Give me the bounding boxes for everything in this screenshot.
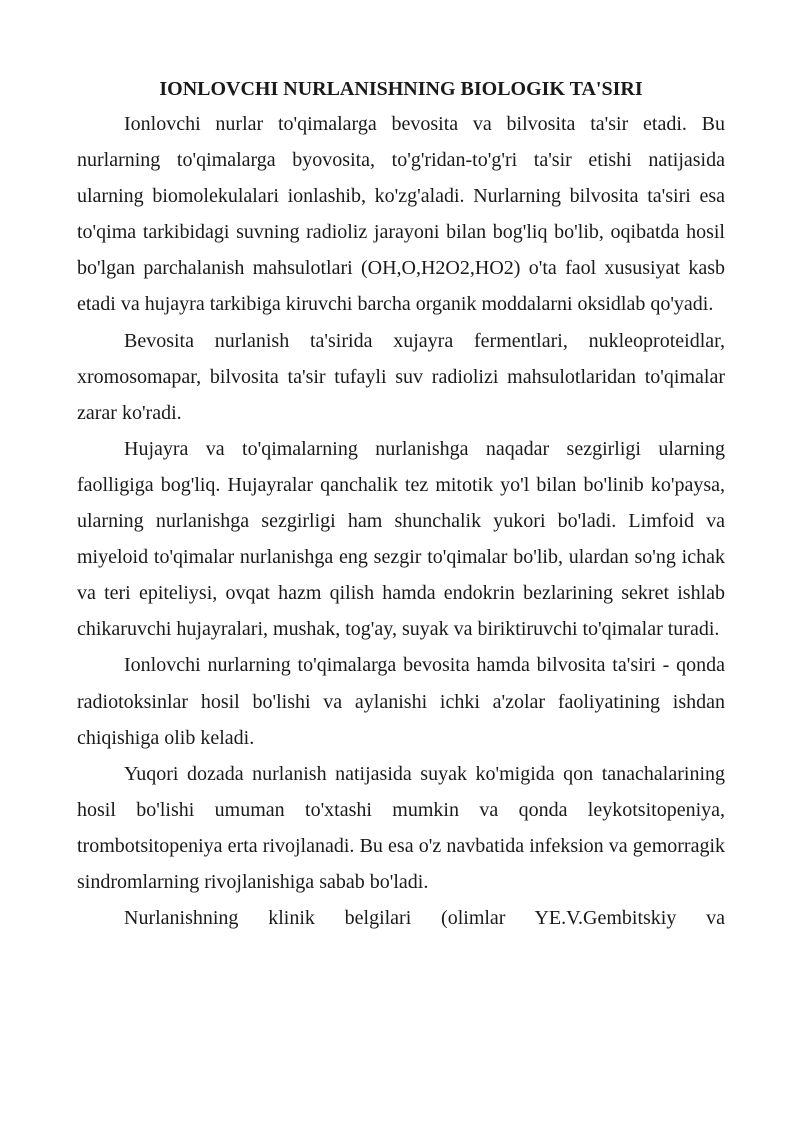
paragraph-cell-sensitivity: Hujayra va to'qimalarning nurlanishga naqadar sezgirligi ularning faolligiga bog'liq. Hujayralar qanchalik tez mitotik yo'l bilan bo'linib ko'paysa, ularning nurlanishga sezgirligi ham shunchalik yukori bo'ladi. Limfoid va miyeloid to'qimalar nurlanishga eng sezgir to'qimalar bo'lib, ulardan so'ng ichak va teri epiteliysi, ovqat hazm qilish hamda endokrin bezlarining sekret ishlab chikaruvchi hujayralari, mushak, tog'ay, suyak va biriktiruvchi to'qimalar turadi. [77,437,725,641]
document-title: IONLOVCHI NURLANISHNING BIOLOGIK TA'SIRI [159,78,643,100]
paragraph-direct-radiation: Bevosita nurlanish ta'sirida xujayra fermentlari, nukleoproteidlar, xromosomapar, bilvosita ta'sir tufayli suv radiolizi mahsulotlaridan to'qimalar zarar ko'radi. [77,329,725,424]
paragraph-high-dose: Yuqori dozada nurlanish natijasida suyak ko'migida qon tanachalarining hosil bo'lishi umuman to'xtashi mumkin va qonda leykotsitopeniya, trombotsitopeniya erta rivojlanadi. Bu esa o'z navbatida infeksion va gemorragik sindromlarning rivojlanishiga sabab bo'ladi. [77,762,725,893]
paragraph-radiotoxins: Ionlovchi nurlarning to'qimalarga bevosita hamda bilvosita ta'siri - qonda radiotoksinlar hosil bo'lishi va aylanishi ichki a'zolar faoliyatining ishdan chiqishiga olib keladi. [77,654,725,749]
paragraph-clinical-signs: Nurlanishning klinik belgilari (olimlar YE.V.Gembitskiy va [124,907,725,930]
document-page [77,74,725,936]
paragraph-direct-indirect-effect: Ionlovchi nurlar to'qimalarga bevosita va bilvosita ta'sir etadi. Bu nurlarning to'qimalarga byovosita, to'g'ridan-to'g'ri ta'sir etishi natijasida ularning biomolekulalari ionlashib, ko'zg'aladi. Nurlarning bilvosita ta'siri esa to'qima tarkibidagi suvning radioliz jarayoni bilan bog'liq bo'lib, oqibatda hosil bo'lgan parchalanish mahsulotlari (OH,O,H2O2,HO2) o'ta faol xususiyat kasb etadi va hujayra tarkibiga kiruvchi barcha organik moddalarni oksidlab qo'yadi. [77,113,725,316]
